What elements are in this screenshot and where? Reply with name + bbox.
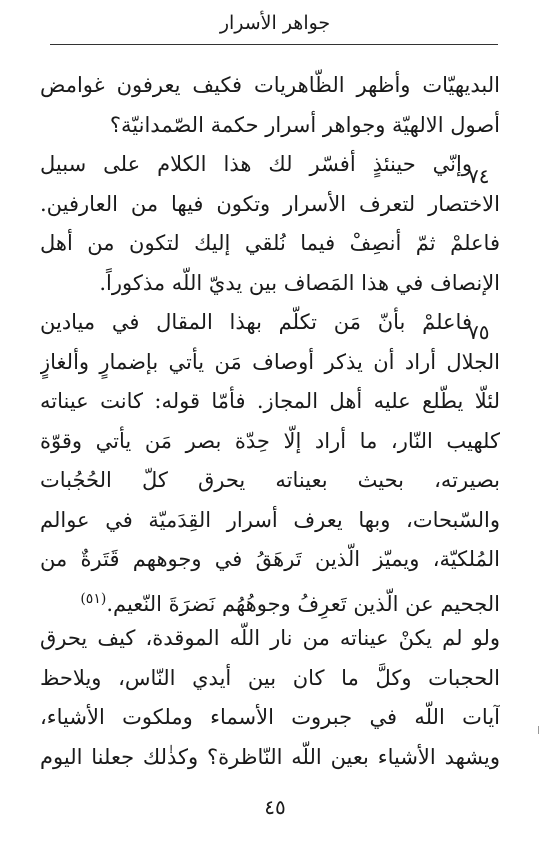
footnote-reference: (٥١) — [80, 590, 107, 607]
text-line: أصول الالهيّة وجواهر أسرار حكمة الصّمدانيّة؟ — [109, 112, 500, 137]
text-line: الاختصار لتعرف الأسرار وتكون فيها من العارفين. — [40, 191, 500, 216]
text-line: فاعلمْ ثمّ أنصِفْ فيما نُلقي إليك لتكون من أهل — [40, 231, 500, 255]
body-text — [40, 66, 500, 777]
paragraph-number-74: ٧٤ — [468, 164, 490, 188]
text-line: الإنصاف في هذا المَصاف بين يديّ اللّه مذكوراً. — [99, 270, 500, 295]
text-line: البديهيّات وأظهر الظّاهريات فكيف يعرفون غوامض — [40, 73, 500, 97]
text-line: والسّبحات، وبها يعرف أسرار القِدَميّة في عوالم — [40, 507, 500, 532]
text-line: فاعلمْ بأنّ مَن تكلّم بهذا المقال في ميادين — [40, 310, 472, 334]
text-line: آيات اللّه في جبروت الأسماء وملكوت الأشياء، — [40, 705, 500, 729]
text-line: ولو لم يكنْ عيناته من نار اللّه الموقدة، كيف يحرق — [40, 626, 500, 650]
running-header: جواهر الأسرار — [219, 12, 331, 34]
text-line: الحجبات وكلَّ ما كان بين أيدي النّاس، ويلاحظ — [40, 665, 500, 690]
paragraph-number-75: ٧٥ — [468, 320, 490, 344]
text-line: الجلال أراد أن يذكر أوصاف مَن يأتي بإضمارٍ وألغازٍ — [40, 349, 500, 374]
text-line — [40, 580, 500, 620]
page-edge-mark — [538, 726, 539, 734]
text-line: ويشهد الأشياء بعين اللّه النّاظرة؟ وكذٰلك جعلنا اليوم — [40, 744, 500, 769]
text-line-content: الجحيم عن الّذين تَعرِفُ وجوهُهُم نَضرَةَ النّعيم. — [106, 591, 500, 616]
text-line: لئلّا يطّلع عليه أهل المجاز. فأمّا قوله: كانت عيناته — [40, 389, 500, 413]
page-number: ٤٥ — [264, 795, 286, 819]
text-line: المُلكيّة، ويميّز الّذين تَرهَقُ في وجوههم قَتَرةٌ من — [40, 547, 500, 571]
text-line: بصيرته، بحيث بعيناته يحرق كلّ الحُجُبات — [40, 468, 500, 492]
text-line: وإنّي حينئذٍ أفسّر لك هذا الكلام على سبيل — [40, 152, 472, 176]
header-divider — [50, 44, 498, 45]
text-line: كلهيب النّار، ما أراد إلّا حِدّة بصر مَن يأتي وقوّة — [40, 428, 500, 453]
